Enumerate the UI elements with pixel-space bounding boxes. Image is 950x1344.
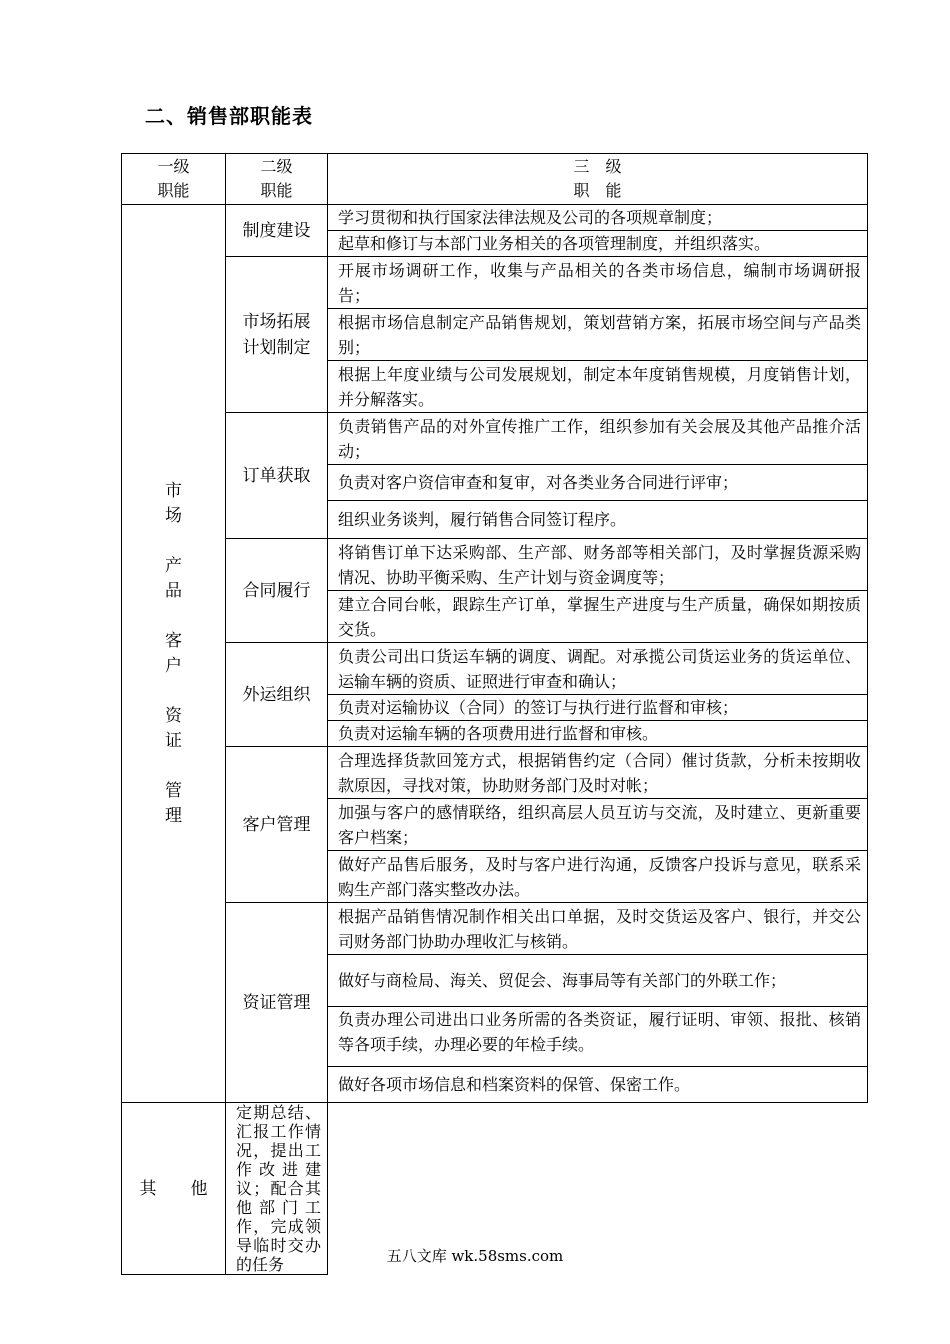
level3-item: 将销售订单下达采购部、生产部、财务部等相关部门，及时掌握货源采购情况、协助平衡采购、生产计划与资金调度等； (328, 539, 868, 591)
level2-line: 计划制定 (242, 337, 311, 358)
header-level1-line: 一级 (157, 157, 190, 176)
level3-item: 合理选择货款回笼方式，根据销售约定（合同）催讨货款，分析未按期收款原因，寻找对策，协助财务部门及时对帐； (328, 747, 868, 799)
header-level2-line: 职能 (260, 181, 293, 200)
level1-char: 证 (165, 730, 182, 751)
header-row (122, 154, 868, 205)
level1-function (122, 205, 226, 1103)
level3-item: 负责对运输协议（合同）的签订与执行进行监督和审核； (328, 695, 868, 721)
level2-function: 外运组织 (226, 643, 328, 747)
level3-item: 加强与客户的感情联络，组织高层人员互访与交流，及时建立、更新重要客户档案； (328, 799, 868, 851)
table-row (122, 747, 868, 799)
level3-item: 负责对运输车辆的各项费用进行监督和审核。 (328, 721, 868, 747)
level3-item: 开展市场调研工作，收集与产品相关的各类市场信息，编制市场调研报告； (328, 257, 868, 309)
level2-function: 客户管理 (226, 747, 328, 903)
header-level3 (328, 154, 868, 205)
header-level3-line: 职 能 (573, 181, 622, 200)
level3-item: 根据市场信息制定产品销售规划，策划营销方案，拓展市场空间与产品类别； (328, 309, 868, 361)
level2-function: 订单获取 (226, 413, 328, 539)
header-level3-line: 三 级 (573, 157, 622, 176)
table-row (122, 643, 868, 695)
footer-watermark: 五八文库 wk.58sms.com (386, 1247, 564, 1265)
level3-item: 建立合同台帐，跟踪生产订单，掌握生产进度与生产质量，确保如期按质交货。 (328, 591, 868, 643)
level3-item: 定期总结、汇报工作情况，提出工作改进建议；配合其他部门工作，完成领导临时交办的任务 (226, 1103, 328, 1275)
level1-char: 场 (165, 505, 182, 526)
level3-item: 负责公司出口货运车辆的调度、调配。对承揽公司货运业务的货运单位、运输车辆的资质、证照进行审查和确认； (328, 643, 868, 695)
level3-item: 学习贯彻和执行国家法律法规及公司的各项规章制度； (328, 205, 868, 231)
level3-item: 根据产品销售情况制作相关出口单据，及时交货运及客户、银行，并交公司财务部门协助办理收汇与核销。 (328, 903, 868, 955)
level1-char: 市 (165, 480, 182, 501)
level2-function (226, 257, 328, 413)
level1-char: 管 (165, 780, 182, 801)
function-table (121, 153, 868, 1275)
page-title: 二、销售部职能表 (145, 104, 313, 128)
level3-item: 根据上年度业绩与公司发展规划，制定本年度销售规模，月度销售计划，并分解落实。 (328, 361, 868, 413)
level2-line: 市场拓展 (242, 311, 311, 332)
level1-char: 理 (165, 805, 182, 826)
header-level2 (226, 154, 328, 205)
table-row (122, 257, 868, 309)
level3-item: 负责对客户资信审查和复审，对各类业务合同进行评审； (328, 465, 868, 501)
level3-item: 组织业务谈判，履行销售合同签订程序。 (328, 501, 868, 539)
level1-char: 资 (165, 705, 182, 726)
level2-function: 资证管理 (226, 903, 328, 1103)
level1-char: 产 (165, 555, 182, 576)
header-level2-line: 二级 (260, 157, 293, 176)
header-level1-line: 职能 (157, 181, 190, 200)
level3-item: 负责办理公司进出口业务所需的各类资证，履行证明、审领、报批、核销等各项手续，办理必要的年检手续。 (328, 1007, 868, 1067)
table-row (122, 413, 868, 465)
level2-function: 合同履行 (226, 539, 328, 643)
level1-char: 户 (165, 655, 182, 676)
table-row (122, 903, 868, 955)
table-row (122, 539, 868, 591)
level3-item: 做好产品售后服务，及时与客户进行沟通，反馈客户投诉与意见，联系采购生产部门落实整改办法。 (328, 851, 868, 903)
level2-function: 其 他 (122, 1103, 226, 1275)
header-level1 (122, 154, 226, 205)
level1-char: 客 (165, 630, 182, 651)
level3-item: 负责销售产品的对外宣传推广工作，组织参加有关会展及其他产品推介活动； (328, 413, 868, 465)
level3-item: 做好与商检局、海关、贸促会、海事局等有关部门的外联工作； (328, 955, 868, 1007)
level3-item: 做好各项市场信息和档案资料的保管、保密工作。 (328, 1067, 868, 1103)
level3-item: 起草和修订与本部门业务相关的各项管理制度，并组织落实。 (328, 231, 868, 257)
table-row (122, 205, 868, 231)
level2-function: 制度建设 (226, 205, 328, 257)
level1-char: 品 (165, 580, 182, 601)
